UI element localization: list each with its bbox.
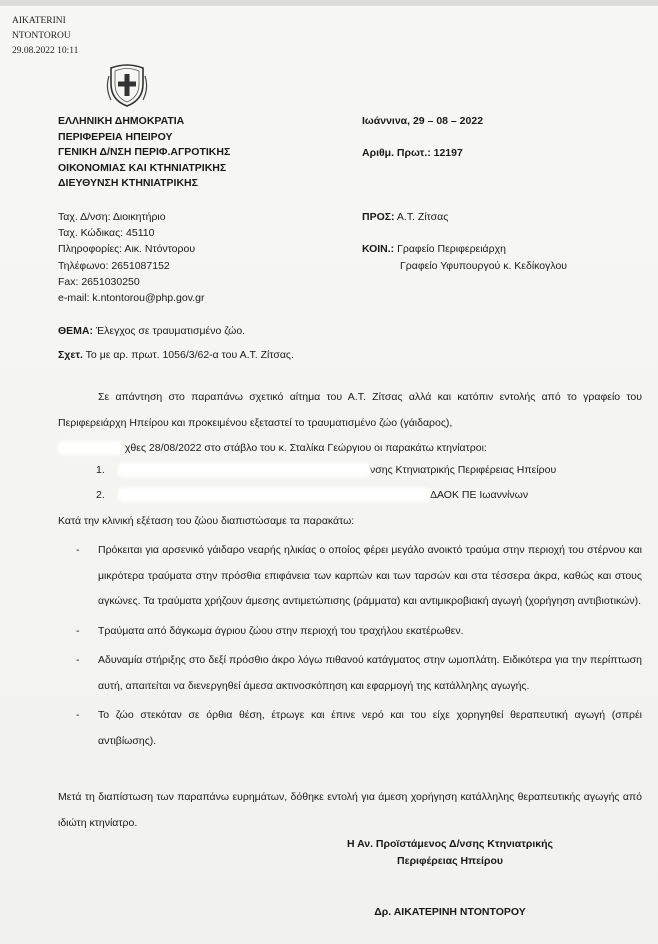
reference-line <box>58 347 294 363</box>
finding-text: Αδυναμία στήριξης στο δεξί πρόσθιο άκρο λόγω πιθανού κατάγματος στην ωμοπλάτη. Ειδικότερα για την περίπτωση αυτή, απαιτείται να διενεργηθεί άμεσα ακτινοσκόπηση και εφαρμογή της κατάλληλης αγωγής. <box>98 654 642 692</box>
org-line: ΓΕΝΙΚΗ Δ/ΝΣΗ ΠΕΡΙΦ.ΑΓΡΟΤΙΚΗΣ <box>58 146 231 158</box>
recipients <box>362 209 567 274</box>
org-line: ΕΛΛΗΝΙΚΗ ΔΗΜΟΚΡΑΤΙΑ <box>58 115 185 127</box>
list-item: - Πρόκειται για αρσενικό γάιδαρο νεαρής ηλικίας ο οποίος φέρει μεγάλο ανοικτό τραύμα στην περιοχή του στέρνου και μικρότερα τραύματα στην πρόσθια επιφάνεια των καρπών και των ταρσών και στα τέσσερα άκρα, καθώς και στους αγκώνες. Τα τραύματα χρήζουν άμεσης αντιμετώπισης (ράμματα) και αντιμικροβιακή αγωγή (χορήγηση αντιβιοτικών). <box>76 544 642 607</box>
recipient-cc <box>362 241 567 257</box>
list-number: 2. <box>96 489 105 501</box>
paragraph-continuation: χθες 28/08/2022 στο στάβλο του κ. Σταλίκα Γεώργιου οι παρακάτω κτηνίατροι: <box>124 442 487 454</box>
date-and-protocol <box>362 114 483 161</box>
contact-line: Ταχ. Κώδικας: 45110 <box>58 227 155 240</box>
findings-list <box>76 538 642 758</box>
to-value: Α.Τ. Ζίτσας <box>396 211 449 223</box>
paragraph-text: Σε απάντηση στο παραπάνω σχετικό αίτημα του Α.Τ. Ζίτσας αλλά και κατόπιν εντολής από το γραφείο του Περιφερειάρχη Ηπείρου και προκειμένου εξεταστεί το τραυματισμένο ζώο (γάιδαρος), <box>58 391 642 429</box>
cc-value: Γραφείο Υφυπουργού κ. Κεδίκογλου <box>400 259 568 272</box>
reference-text: Το με αρ. πρωτ. 1056/3/62-α του Α.Τ. Ζίτσας. <box>85 349 294 361</box>
vet-affiliation: νσης Κτηνιατρικής Περιφέρειας Ηπείρου <box>370 464 557 476</box>
contact-line: Ταχ. Δ/νση: Διοικητήριο <box>58 211 166 223</box>
redaction-block <box>58 441 122 455</box>
redaction-block <box>118 488 430 502</box>
reference-label: Σχετ. <box>58 349 83 361</box>
stamp-name-line2: NTONTOROU <box>12 31 71 41</box>
signatory-line: Η Αν. Προϊστάμενος Δ/νσης Κτηνιατρικής <box>346 838 554 850</box>
signatory-line: Περιφέρειας Ηπείρου <box>397 855 503 867</box>
intro-paragraph <box>58 385 642 462</box>
list-item: - Τραύματα από δάγκωμα άγριου ζώου στην περιοχή του τραχήλου εκατέρωθεν. <box>76 624 464 637</box>
digital-signature-stamp <box>12 14 78 59</box>
recipient-to <box>362 209 567 225</box>
scan-edge <box>0 0 658 6</box>
finding-text: Τραύματα από δάγκωμα άγριου ζώου στην περιοχή του τραχήλου εκατέρωθεν. <box>98 624 464 637</box>
org-line: ΟΙΚΟΝΟΜΙΑΣ ΚΑΙ ΚΤΗΝΙΑΤΡΙΚΗΣ <box>58 161 227 174</box>
subject-line <box>58 323 245 339</box>
finding-text: Το ζώο στεκόταν σε όρθια θέση, έτρωγε και έπινε νερό και του είχε χορηγηθεί θεραπευτική αγωγή (σπρέι αντιβίωσης). <box>98 709 642 747</box>
to-label: ΠΡΟΣ: <box>362 211 395 223</box>
place-date: Ιωάννινα, 29 – 08 – 2022 <box>362 115 484 127</box>
list-number: 1. <box>96 464 105 476</box>
contact-line: Πληροφορίες: Αικ. Ντόντορου <box>58 243 196 256</box>
redaction-block <box>118 463 370 477</box>
cc-value: Γραφείο Περιφερειάρχη <box>397 243 506 256</box>
contact-line: Fax: 2651030250 <box>58 275 140 288</box>
vet-affiliation: ΔΑΟΚ ΠΕ Ιωαννίνων <box>430 489 529 501</box>
contact-line: Τηλέφωνο: 2651087152 <box>58 259 170 272</box>
protocol-number: Αριθμ. Πρωτ.: 12197 <box>362 146 463 159</box>
org-line: ΔΙΕΥΘΥΝΣΗ ΚΤΗΝΙΑΤΡΙΚΗΣ <box>58 177 198 189</box>
signatory-title <box>300 836 600 870</box>
greek-coat-of-arms-icon <box>105 62 149 108</box>
findings-intro: Κατά την κλινική εξέταση του ζώου διαπιστώσαμε τα παρακάτω: <box>58 515 355 527</box>
conclusion-paragraph: Μετά τη διαπίστωση των παραπάνω ευρημάτων, δόθηκε εντολή για άμεση χορήγηση κατάλληλης θεραπευτικής αγωγής από ιδιώτη κτηνίατρο. <box>58 791 642 829</box>
subject-text: Έλεγχος σε τραυματισμένο ζώο. <box>95 325 246 337</box>
contact-details <box>58 209 204 306</box>
stamp-name-line1: AIKATERINI <box>12 16 66 26</box>
list-item: - Αδυναμία στήριξης στο δεξί πρόσθιο άκρο λόγω πιθανού κατάγματος στην ωμοπλάτη. Ειδικότερα για την περίπτωση αυτή, απαιτείται να διενεργηθεί άμεσα ακτινοσκόπηση και εφαρμογή της κατάλληλης αγωγής. <box>76 654 642 692</box>
org-line: ΠΕΡΙΦΕΡΕΙΑ ΗΠΕΙΡΟΥ <box>58 130 173 143</box>
list-item <box>96 458 556 483</box>
cc-label: ΚΟΙΝ.: <box>362 243 395 256</box>
issuing-authority <box>58 114 230 192</box>
subject-label: ΘΕΜΑ: <box>58 325 93 337</box>
stamp-datetime: 29.08.2022 10:11 <box>12 46 79 56</box>
list-item: - Το ζώο στεκόταν σε όρθια θέση, έτρωγε και έπινε νερό και του είχε χορηγηθεί θεραπευτική αγωγή (σπρέι αντιβίωσης). <box>76 709 642 747</box>
signatory-name: Δρ. ΑΙΚΑΤΕΡΙΝΗ ΝΤΟΝΤΟΡΟΥ <box>374 906 526 918</box>
finding-text: Πρόκειται για αρσενικό γάιδαρο νεαρής ηλικίας ο οποίος φέρει μεγάλο ανοικτό τραύμα στην περιοχή του στέρνου και μικρότερα τραύματα στην πρόσθια επιφάνεια των καρπών και των ταρσών και στα τέσσερα άκρα, καθώς και στους αγκώνες. Τα τραύματα χρήζουν άμεσης αντιμετώπισης (ράμματα) και αντιμικροβιακή αγωγή (χορήγηση αντιβιοτικών). <box>98 544 642 607</box>
contact-email: e-mail: k.ntontorou@php.gov.gr <box>58 292 205 305</box>
veterinarians-list <box>96 458 556 508</box>
list-item <box>96 483 556 508</box>
